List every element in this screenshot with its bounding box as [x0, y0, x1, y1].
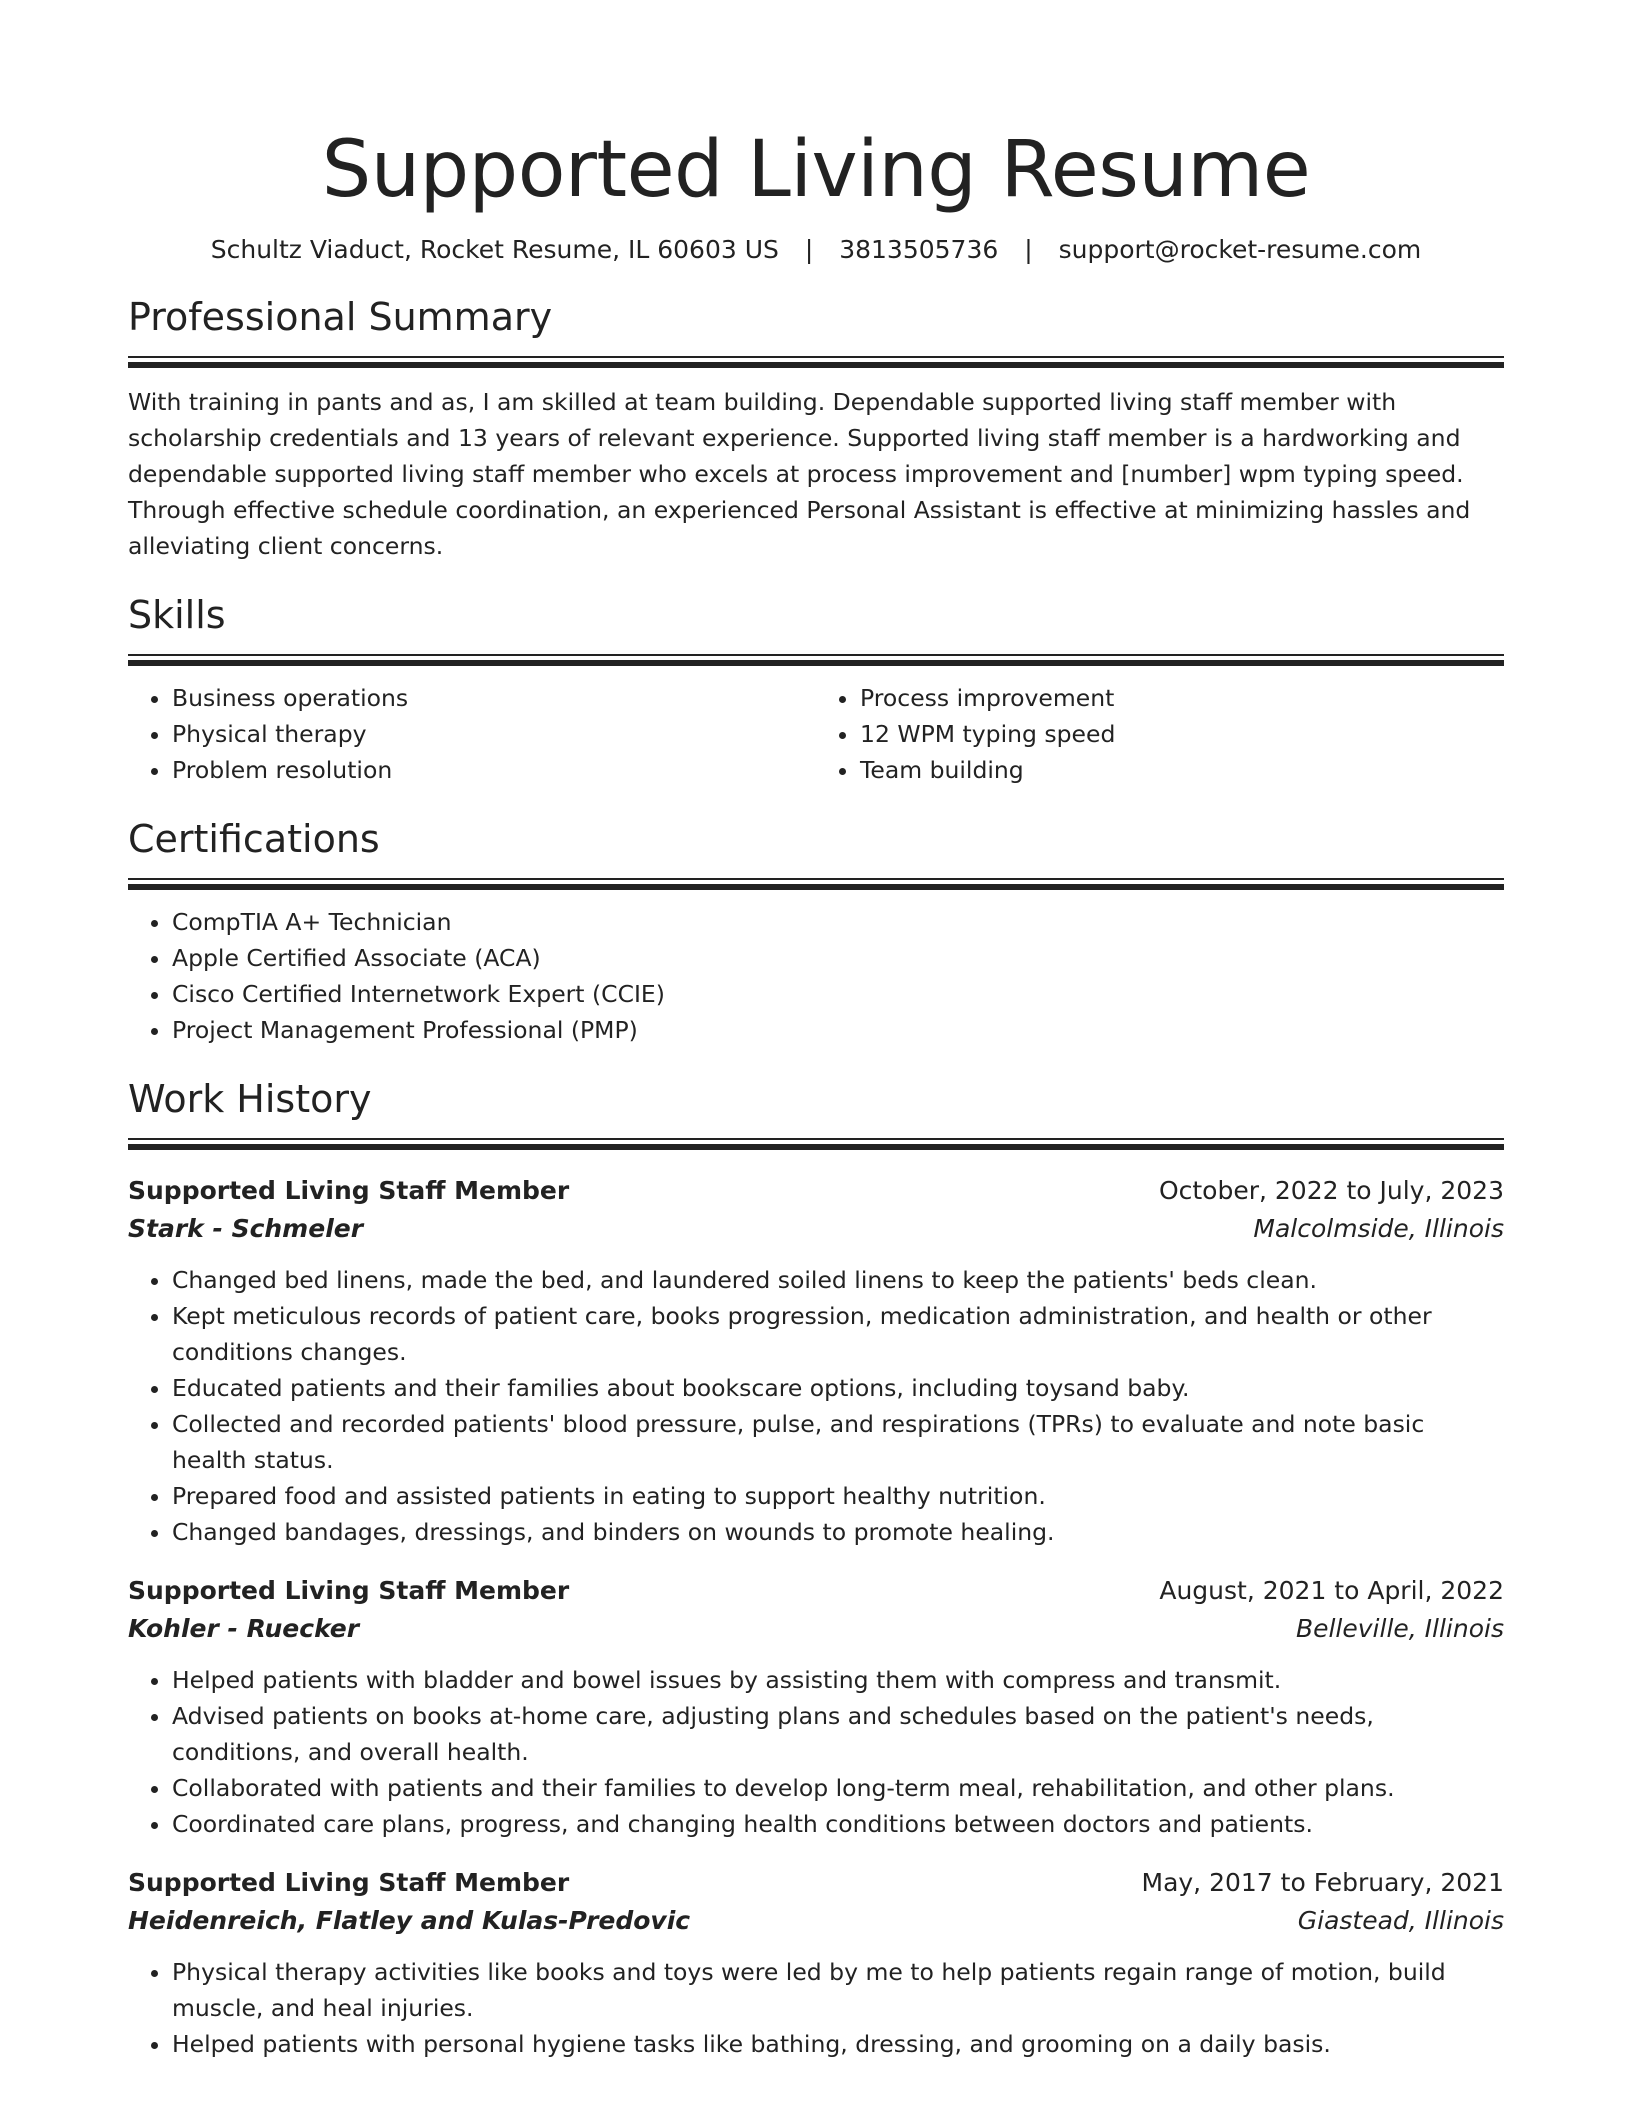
job-bullet: • Changed bandages, dressings, and binders on wounds to promote healing. — [172, 1514, 1504, 1550]
section-title-skills: Skills — [128, 593, 226, 637]
job-dates: October, 2022 to July, 2023 — [1158, 1176, 1504, 1205]
job-entry — [128, 1864, 1504, 2062]
skill-item: • Physical therapy — [172, 716, 816, 752]
skill-item: • Problem resolution — [172, 752, 816, 788]
job-company: Heidenreich, Flatley and Kulas-Predovic — [128, 1906, 691, 1935]
job-bullet: • Physical therapy activities like books and toys were led by me to help patients regain range of motion, build muscle, and heal injuries. — [172, 1954, 1504, 2026]
skills-columns — [128, 680, 1504, 788]
job-bullet: • Prepared food and assisted patients in eating to support healthy nutrition. — [172, 1478, 1504, 1514]
job-location: Malcolmside, Illinois — [1253, 1214, 1504, 1243]
job-bullets — [128, 1662, 1504, 1842]
skills-section — [128, 590, 1504, 666]
job-title: Supported Living Staff Member — [128, 1576, 570, 1605]
job-entry — [128, 1572, 1504, 1842]
section-title-summary: Professional Summary — [128, 295, 553, 339]
job-location: Belleville, Illinois — [1295, 1614, 1504, 1643]
job-title: Supported Living Staff Member — [128, 1176, 570, 1205]
job-header-row — [128, 1572, 1504, 1610]
job-company-row — [128, 1210, 1504, 1248]
certification-item: • Apple Certified Associate (ACA) — [172, 940, 1504, 976]
job-bullets — [128, 1262, 1504, 1550]
contact-separator: | — [1024, 235, 1033, 264]
job-bullet: • Collected and recorded patients' blood pressure, pulse, and respirations (TPRs) to evaluate and note basic health status. — [172, 1406, 1504, 1478]
certifications-section — [128, 814, 1504, 890]
skill-item: • Business operations — [172, 680, 816, 716]
skill-item: • Process improvement — [860, 680, 1504, 716]
job-bullet: • Kept meticulous records of patient care, books progression, medication administration, and health or other conditions changes. — [172, 1298, 1504, 1370]
job-bullet: • Advised patients on books at-home care, adjusting plans and schedules based on the patient's needs, conditions, and overall health. — [172, 1698, 1504, 1770]
contact-phone: 3813505736 — [839, 235, 999, 264]
contact-email: support@rocket-resume.com — [1058, 235, 1422, 264]
job-location: Giastead, Illinois — [1297, 1906, 1504, 1935]
job-title: Supported Living Staff Member — [128, 1868, 570, 1897]
job-company: Stark - Schmeler — [128, 1214, 364, 1243]
job-bullets — [128, 1954, 1504, 2062]
job-bullet: • Helped patients with bladder and bowel issues by assisting them with compress and transmit. — [172, 1662, 1504, 1698]
section-title-certifications: Certifications — [128, 817, 380, 861]
job-entry — [128, 1172, 1504, 1550]
job-bullet: • Collaborated with patients and their families to develop long-term meal, rehabilitation, and other plans. — [172, 1770, 1504, 1806]
contact-line — [128, 234, 1504, 266]
job-bullet: • Helped patients with personal hygiene tasks like bathing, dressing, and grooming on a daily basis. — [172, 2026, 1504, 2062]
certification-item: • CompTIA A+ Technician — [172, 904, 1504, 940]
section-title-work-history: Work History — [128, 1077, 372, 1121]
page-title: Supported Living Resume — [321, 125, 1311, 215]
skill-item: • 12 WPM typing speed — [860, 716, 1504, 752]
certification-item: • Cisco Certified Internetwork Expert (CCIE) — [172, 976, 1504, 1012]
certification-item: • Project Management Professional (PMP) — [172, 1012, 1504, 1048]
section-divider — [128, 654, 1504, 666]
skill-item: • Team building — [860, 752, 1504, 788]
section-divider — [128, 878, 1504, 890]
skills-list-right — [816, 680, 1504, 788]
job-company-row — [128, 1610, 1504, 1648]
job-dates: May, 2017 to February, 2021 — [1141, 1868, 1504, 1897]
summary-section — [128, 292, 1504, 368]
summary-text: With training in pants and as, I am skilled at team building. Dependable supported living staff member with scholarship credentials and 13 years of relevant experience. Supported living staff member is a hardworking and dependable supported living staff member who excels at process improvement and [number] wpm typing speed. Through effective schedule coordination, an experienced Personal Assistant is effective at minimizing hassles and alleviating client concerns. — [128, 388, 1471, 560]
job-bullet: • Changed bed linens, made the bed, and laundered soiled linens to keep the patients' beds clean. — [172, 1262, 1504, 1298]
job-bullet: • Educated patients and their families about bookscare options, including toysand baby. — [172, 1370, 1504, 1406]
job-dates: August, 2021 to April, 2022 — [1159, 1576, 1504, 1605]
section-divider — [128, 356, 1504, 368]
job-header-row — [128, 1172, 1504, 1210]
work-history-section — [128, 1074, 1504, 1150]
contact-address: Schultz Viaduct, Rocket Resume, IL 60603 US — [210, 235, 779, 264]
job-header-row — [128, 1864, 1504, 1902]
job-company: Kohler - Ruecker — [128, 1614, 360, 1643]
job-bullet: • Coordinated care plans, progress, and changing health conditions between doctors and patients. — [172, 1806, 1504, 1842]
certifications-list — [128, 904, 1504, 1048]
section-divider — [128, 1138, 1504, 1150]
job-company-row — [128, 1902, 1504, 1940]
skills-list-left — [128, 680, 816, 788]
contact-separator: | — [804, 235, 814, 264]
